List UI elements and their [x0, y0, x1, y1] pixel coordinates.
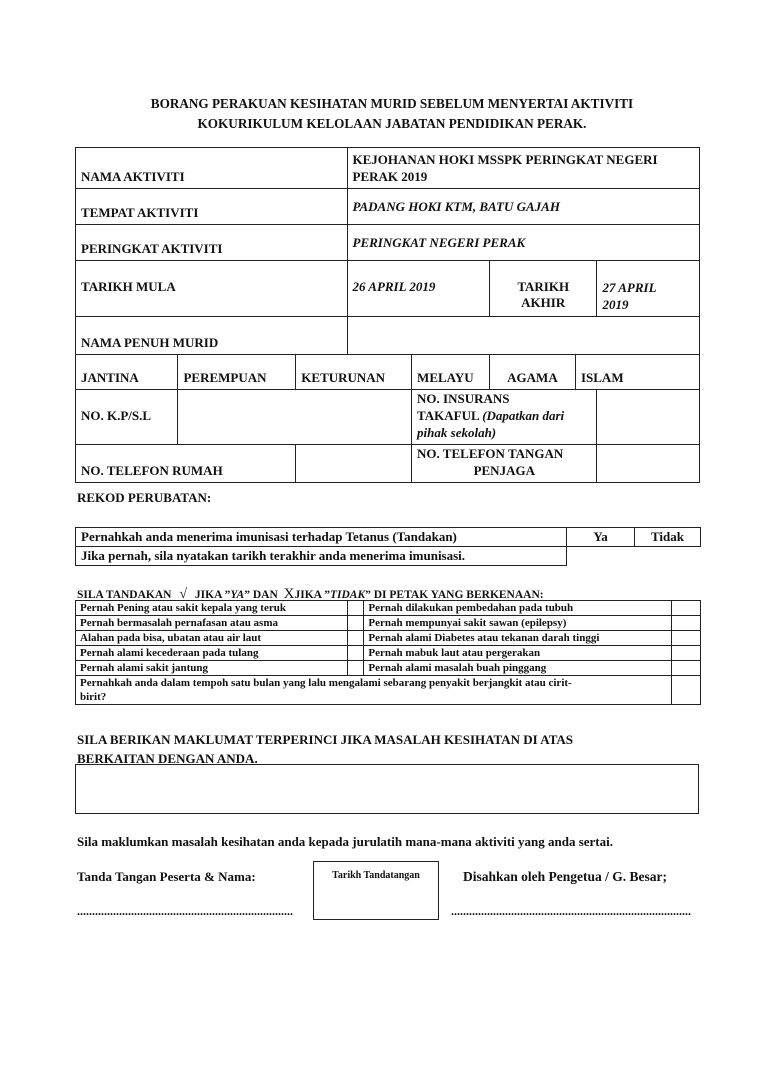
signature-date-box[interactable]	[313, 861, 439, 920]
tetanus-ya-option[interactable]: Ya	[567, 528, 635, 547]
insurans-label	[412, 390, 597, 445]
insurans-value[interactable]	[597, 390, 700, 445]
form-title-line-2: KOKURIKULUM KELOLAAN JABATAN PENDIDIKAN PERAK.	[197, 116, 587, 131]
signature-line[interactable]: ........................................................................	[77, 904, 293, 918]
condition-right-4: Pernah mabuk laut atau pergerakan	[364, 646, 671, 661]
keturunan-value[interactable]: MELAYU	[412, 355, 490, 390]
peringkat-aktiviti-value[interactable]: PERINGKAT NEGERI PERAK	[347, 225, 700, 261]
instruction-ya: YA	[230, 589, 245, 601]
keturunan-label: KETURUNAN	[296, 355, 412, 390]
condition-infectious	[76, 676, 672, 705]
condition-right-3: Pernah alami Diabetes atau tekanan darah tinggi	[364, 631, 671, 646]
condition-right-2-checkbox[interactable]	[671, 616, 700, 631]
kp-value[interactable]	[178, 390, 412, 445]
details-heading	[77, 730, 573, 768]
insurans-note-line-1: (Dapatkan dari	[482, 408, 565, 423]
condition-left-5: Pernah alami sakit jantung	[76, 661, 348, 676]
nama-aktiviti-value[interactable]	[347, 148, 700, 189]
insurans-note-line-2: pihak sekolah)	[417, 425, 497, 440]
condition-left-1-checkbox[interactable]	[348, 601, 364, 616]
tetanus-question: Pernahkah anda menerima imunisasi terhadap Tetanus (Tandakan)	[76, 528, 567, 547]
tetanus-tidak-option[interactable]: Tidak	[635, 528, 701, 547]
tetanus-date-question: Jika pernah, sila nyatakan tarikh terakhir anda menerima imunisasi.	[76, 547, 567, 566]
instruction-part-2: JIKA ”	[194, 589, 231, 601]
peringkat-aktiviti-label: PERINGKAT AKTIVITI	[76, 225, 348, 261]
tel-penjaga-label-line-2: PENJAGA	[473, 463, 535, 478]
tarikh-akhir-label: TARIKH AKHIR	[489, 261, 597, 317]
nama-murid-label: NAMA PENUH MURID	[76, 317, 348, 355]
tempat-aktiviti-label: TEMPAT AKTIVITI	[76, 189, 348, 225]
activity-info-table	[75, 147, 700, 483]
notice-text: Sila maklumkan masalah kesihatan anda kepada jurulatih mana-mana aktiviti yang anda sertai.	[77, 834, 613, 849]
condition-left-4: Pernah alami kecederaan pada tulang	[76, 646, 348, 661]
signature-label: Tanda Tangan Peserta & Nama:	[77, 869, 256, 884]
approval-label: Disahkan oleh Pengetua / G. Besar;	[463, 869, 668, 884]
condition-right-1: Pernah dilakukan pembedahan pada tubuh	[364, 601, 671, 616]
condition-left-3: Alahan pada bisa, ubatan atau air laut	[76, 631, 348, 646]
form-title-line-1: BORANG PERAKUAN KESIHATAN MURID SEBELUM MENYERTAI AKTIVITI	[150, 96, 634, 111]
condition-right-4-checkbox[interactable]	[671, 646, 700, 661]
nama-aktiviti-value-line-2: PERAK 2019	[352, 169, 428, 184]
condition-left-4-checkbox[interactable]	[348, 646, 364, 661]
tempat-aktiviti-value[interactable]: PADANG HOKI KTM, BATU GAJAH	[347, 189, 700, 225]
insurans-label-line-2: TAKAFUL	[417, 408, 479, 423]
condition-infectious-checkbox[interactable]	[671, 676, 700, 705]
instruction-part-5: ” DI PETAK YANG BERKENAAN:	[365, 589, 544, 601]
details-heading-line-1: SILA BERIKAN MAKLUMAT TERPERINCI JIKA MASALAH KESIHATAN DI ATAS	[77, 732, 574, 747]
approval-signature-line[interactable]: ................................................................................	[451, 904, 691, 918]
instruction-part-4: JIKA ”	[294, 589, 330, 601]
nama-aktiviti-value-line-1: KEJOHANAN HOKI MSSPK PERINGKAT NEGERI	[352, 152, 658, 167]
condition-infectious-line-2: birit?	[80, 691, 107, 703]
condition-right-2: Pernah mempunyai sakit sawan (epilepsy)	[364, 616, 671, 631]
cross-icon: X	[283, 586, 295, 602]
tetanus-table	[75, 527, 701, 566]
tel-penjaga-label-line-1: NO. TELEFON TANGAN	[417, 446, 564, 461]
agama-value[interactable]: ISLAM	[575, 355, 699, 390]
condition-left-5-checkbox[interactable]	[348, 661, 364, 676]
tarikh-akhir-value-line-2: 2019	[602, 297, 629, 312]
tel-rumah-label: NO. TELEFON RUMAH	[76, 445, 296, 483]
kp-label: NO. K.P/S.L	[76, 390, 178, 445]
details-textbox[interactable]	[75, 764, 699, 814]
condition-right-5-checkbox[interactable]	[671, 661, 700, 676]
agama-label: AGAMA	[489, 355, 575, 390]
tarikh-akhir-value[interactable]	[597, 261, 700, 317]
condition-left-2-checkbox[interactable]	[348, 616, 364, 631]
tarikh-mula-value[interactable]: 26 APRIL 2019	[347, 261, 489, 317]
tarikh-akhir-value-line-1: 27 APRIL	[602, 280, 657, 295]
instruction-tidak: TIDAK	[329, 589, 366, 601]
tel-rumah-value[interactable]	[296, 445, 412, 483]
condition-right-3-checkbox[interactable]	[671, 631, 700, 646]
tetanus-date-value[interactable]	[567, 547, 701, 566]
nama-murid-value[interactable]	[347, 317, 700, 355]
tel-penjaga-value[interactable]	[597, 445, 700, 483]
condition-left-3-checkbox[interactable]	[348, 631, 364, 646]
details-heading-line-2: BERKAITAN DENGAN ANDA.	[77, 751, 258, 766]
nama-aktiviti-label: NAMA AKTIVITI	[76, 148, 348, 189]
form-title	[60, 94, 724, 134]
conditions-table	[75, 600, 701, 705]
tarikh-mula-label: TARIKH MULA	[76, 261, 348, 317]
condition-left-1: Pernah Pening atau sakit kepala yang teruk	[76, 601, 348, 616]
rekod-perubatan-heading: REKOD PERUBATAN:	[77, 490, 212, 505]
instruction-part-3: ” DAN	[244, 589, 278, 601]
condition-infectious-line-1: Pernahkah anda dalam tempoh satu bulan yang lalu mengalami sebarang penyakit berjangkit atau cirit-	[80, 677, 572, 689]
condition-left-2: Pernah bermasalah pernafasan atau asma	[76, 616, 348, 631]
jantina-value[interactable]: PEREMPUAN	[178, 355, 296, 390]
insurans-label-line-1: NO. INSURANS	[417, 391, 510, 406]
condition-right-5: Pernah alami masalah buah pinggang	[364, 661, 671, 676]
signature-date-label: Tarikh Tandatangan	[332, 870, 420, 881]
instruction-part-1: SILA TANDAKAN	[77, 589, 172, 601]
tel-penjaga-label	[412, 445, 597, 483]
check-icon: √	[179, 587, 188, 602]
jantina-label: JANTINA	[76, 355, 178, 390]
condition-right-1-checkbox[interactable]	[671, 601, 700, 616]
